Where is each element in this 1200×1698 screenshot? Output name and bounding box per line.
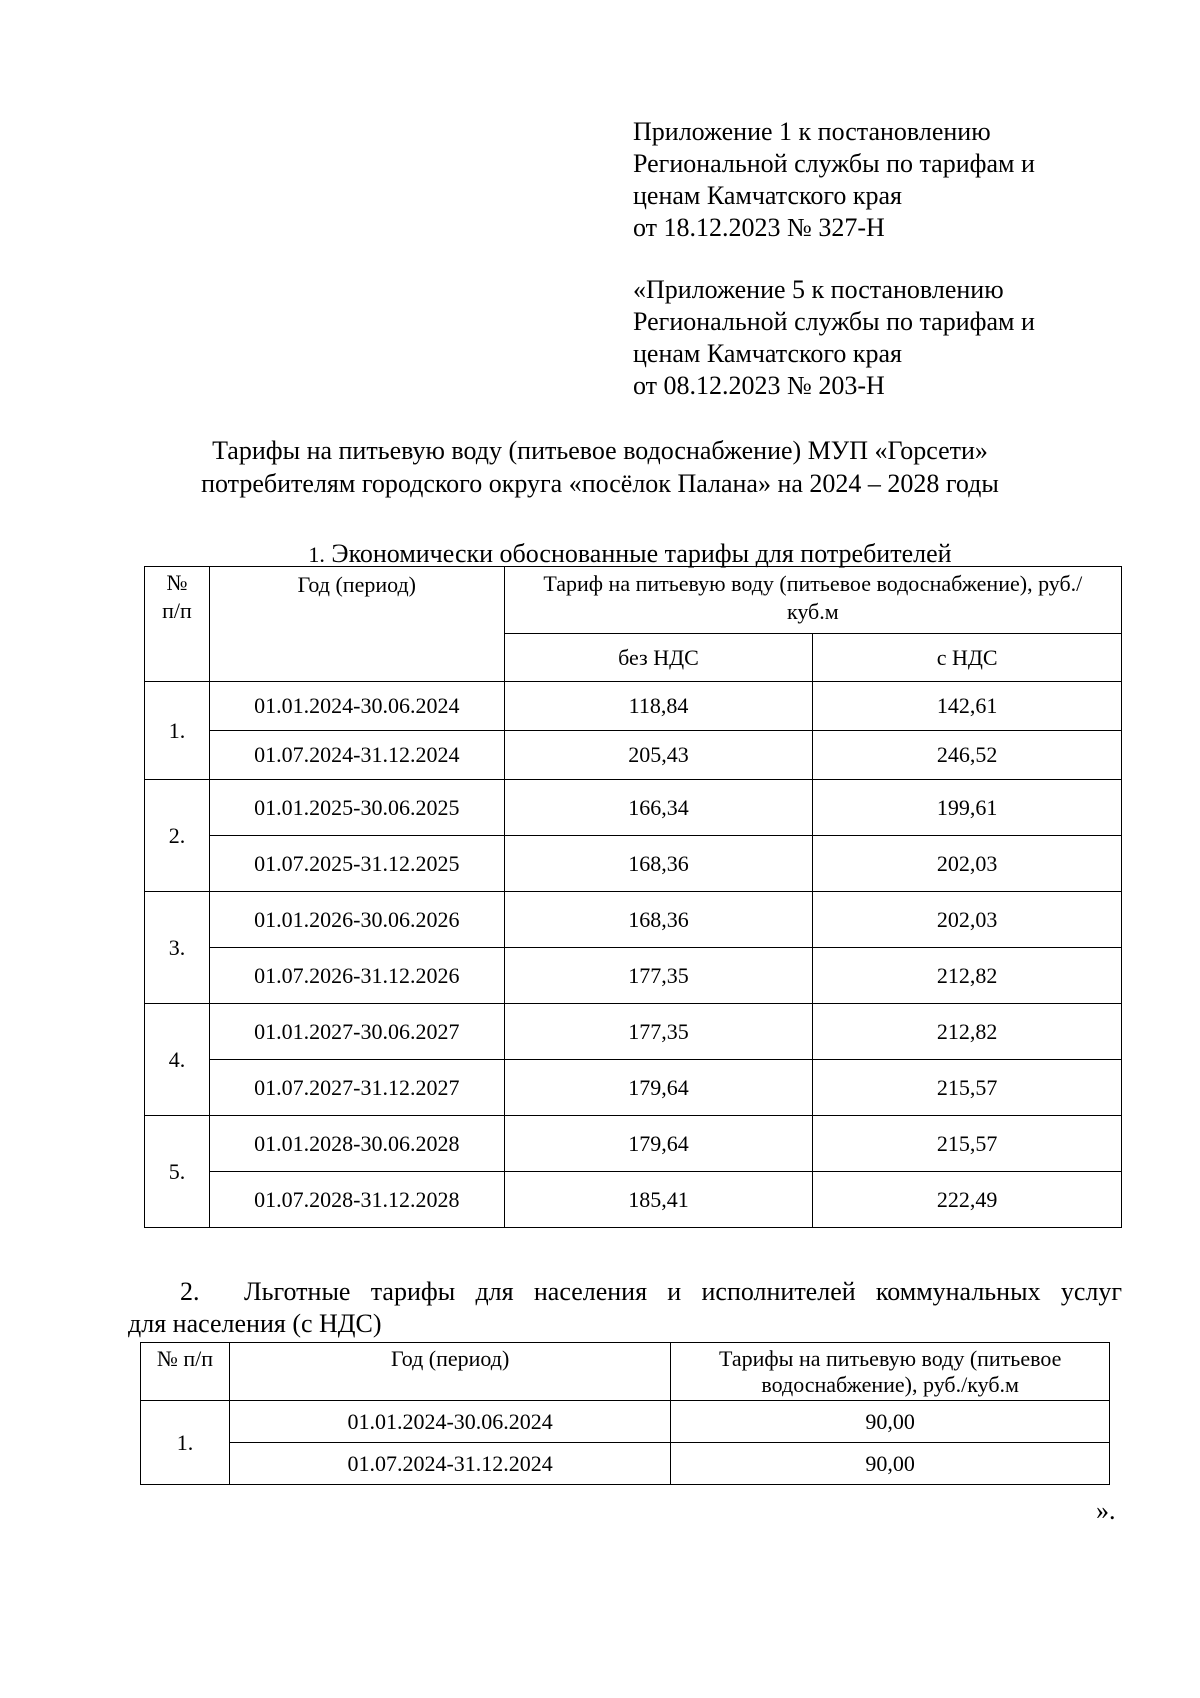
tariff-without-vat: 168,36 <box>504 836 813 892</box>
table-row <box>145 731 1122 780</box>
header-num: № п/п <box>145 567 210 682</box>
header-period: Год (период) <box>209 567 504 682</box>
section-title: Экономически обоснованные тарифы для потребителей <box>331 539 952 568</box>
tariff-without-vat: 168,36 <box>504 892 813 948</box>
table-row <box>145 892 1122 948</box>
period-cell: 01.01.2024-30.06.2024 <box>209 682 504 731</box>
tariff-without-vat: 177,35 <box>504 1004 813 1060</box>
appendix-1-reference <box>633 116 1153 244</box>
period-cell: 01.07.2025-31.12.2025 <box>209 836 504 892</box>
tariff-cell: 90,00 <box>671 1443 1110 1485</box>
economic-tariffs-table <box>144 566 1122 1228</box>
row-num: 2. <box>145 780 210 892</box>
appendix-line: от 18.12.2023 № 327-Н <box>633 213 885 242</box>
table-row <box>145 1116 1122 1172</box>
tariff-without-vat: 177,35 <box>504 948 813 1004</box>
row-num: 1. <box>145 682 210 780</box>
appendix-line: ценам Камчатского края <box>633 339 902 368</box>
period-cell: 01.07.2027-31.12.2027 <box>209 1060 504 1116</box>
header-tariff: Тариф на питьевую воду (питьевое водоснабжение), руб./куб.м <box>504 567 1121 634</box>
period-cell: 01.07.2026-31.12.2026 <box>209 948 504 1004</box>
closing-quote-mark: ». <box>1096 1496 1116 1525</box>
table-row <box>141 1443 1110 1485</box>
title-line-2: потребителям городского округа «посёлок Палана» на 2024 – 2028 годы <box>201 469 999 498</box>
tariff-without-vat: 166,34 <box>504 780 813 836</box>
tariff-with-vat: 142,61 <box>813 682 1122 731</box>
row-num: 1. <box>141 1401 230 1485</box>
header-num: № п/п <box>141 1343 230 1401</box>
period-cell: 01.01.2024-30.06.2024 <box>229 1401 670 1443</box>
tariff-with-vat: 199,61 <box>813 780 1122 836</box>
tariff-with-vat: 215,57 <box>813 1060 1122 1116</box>
appendix-5-reference <box>633 274 1153 402</box>
table-row <box>145 780 1122 836</box>
tariff-with-vat: 212,82 <box>813 1004 1122 1060</box>
tariff-without-vat: 185,41 <box>504 1172 813 1228</box>
tariff-cell: 90,00 <box>671 1401 1110 1443</box>
period-cell: 01.07.2028-31.12.2028 <box>209 1172 504 1228</box>
table-row <box>145 682 1122 731</box>
tariff-without-vat: 179,64 <box>504 1116 813 1172</box>
row-num: 3. <box>145 892 210 1004</box>
appendix-line: Приложение 1 к постановлению <box>633 117 991 146</box>
appendix-line: от 08.12.2023 № 203-Н <box>633 371 885 400</box>
header-tariff: Тарифы на питьевую воду (питьевое водоснабжение), руб./куб.м <box>671 1343 1110 1401</box>
header-with-vat: с НДС <box>813 634 1122 682</box>
section-title-line-1: Льготные тарифы для населения и исполнителей коммунальных услуг <box>244 1277 1122 1306</box>
row-num: 5. <box>145 1116 210 1228</box>
tariff-with-vat: 246,52 <box>813 731 1122 780</box>
tariff-with-vat: 222,49 <box>813 1172 1122 1228</box>
appendix-line: «Приложение 5 к постановлению <box>633 275 1004 304</box>
appendix-line: Региональной службы по тарифам и <box>633 307 1035 336</box>
table-row <box>141 1401 1110 1443</box>
table-row <box>145 948 1122 1004</box>
period-cell: 01.07.2024-31.12.2024 <box>209 731 504 780</box>
table-row <box>145 1172 1122 1228</box>
appendix-line: ценам Камчатского края <box>633 181 902 210</box>
tariff-with-vat: 212,82 <box>813 948 1122 1004</box>
tariff-without-vat: 179,64 <box>504 1060 813 1116</box>
tariff-with-vat: 215,57 <box>813 1116 1122 1172</box>
tariff-with-vat: 202,03 <box>813 892 1122 948</box>
tariff-without-vat: 205,43 <box>504 731 813 780</box>
section-number: 1. <box>308 542 325 567</box>
title-line-1: Тарифы на питьевую воду (питьевое водоснабжение) МУП «Горсети» <box>212 436 988 465</box>
tariff-with-vat: 202,03 <box>813 836 1122 892</box>
period-cell: 01.01.2028-30.06.2028 <box>209 1116 504 1172</box>
document-title <box>100 434 1100 500</box>
preferential-tariffs-table <box>140 1342 1110 1485</box>
table-row <box>145 836 1122 892</box>
appendix-line: Региональной службы по тарифам и <box>633 149 1035 178</box>
section-title-line-2: для населения (с НДС) <box>128 1309 382 1338</box>
section-2-heading <box>128 1276 1122 1340</box>
table-row <box>145 1060 1122 1116</box>
period-cell: 01.01.2026-30.06.2026 <box>209 892 504 948</box>
row-num: 4. <box>145 1004 210 1116</box>
header-period: Год (период) <box>229 1343 670 1401</box>
period-cell: 01.07.2024-31.12.2024 <box>229 1443 670 1485</box>
section-number: 2. <box>180 1277 200 1306</box>
tariff-without-vat: 118,84 <box>504 682 813 731</box>
period-cell: 01.01.2025-30.06.2025 <box>209 780 504 836</box>
period-cell: 01.01.2027-30.06.2027 <box>209 1004 504 1060</box>
table-row <box>145 1004 1122 1060</box>
header-without-vat: без НДС <box>504 634 813 682</box>
